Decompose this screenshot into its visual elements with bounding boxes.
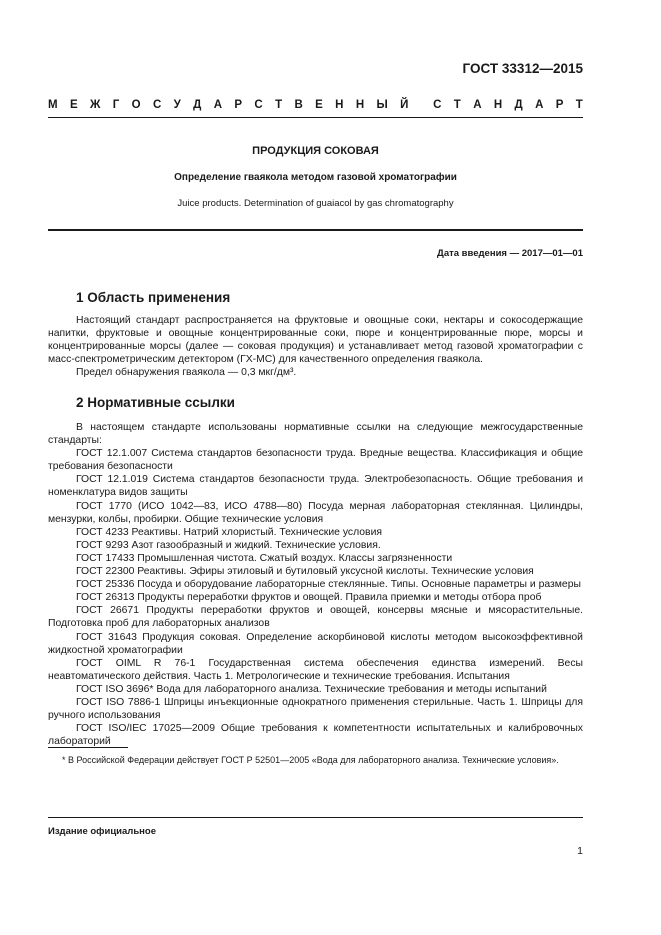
interstate-standard-banner — [48, 99, 583, 111]
section-1-paragraph: Настоящий стандарт распространяется на фруктовые и овощные соки, нектары и сокосодержащие напитки, фруктовые и овощные концентрированные соки, пюре и концентрированные пюре, морсы и концентрированные морсы (далее — соковая продукция) и устанавливает метод газовой хроматографии с масс-спектрометрическим детектором (ГХ-МС) для качественного определения гваякола. — [48, 315, 583, 366]
section-2-heading: 2 Нормативные ссылки — [76, 395, 235, 410]
banner-letter: Н — [493, 99, 503, 111]
banner-letter: Д — [193, 99, 202, 111]
banner-letter: В — [294, 99, 303, 111]
normative-reference: ГОСТ ISO/IEC 17025—2009 Общие требования к компетентности испытательных и калибровочных лабораторий — [48, 723, 583, 748]
footer-rule — [48, 817, 583, 818]
banner-letter: Н — [355, 99, 365, 111]
normative-reference: ГОСТ 12.1.019 Система стандартов безопасности труда. Электробезопасность. Общие требования и номенклатура видов защиты — [48, 474, 583, 499]
section-2-intro: В настоящем стандарте использованы нормативные ссылки на следующие межгосударственные стандарты: — [48, 422, 583, 447]
banner-letter: Р — [234, 99, 243, 111]
document-title-english: Juice products. Determination of guaiacol by gas chromatography — [177, 198, 454, 209]
banner-letter: Ж — [89, 99, 101, 111]
banner-letter: А — [535, 99, 544, 111]
banner-letter: А — [473, 99, 482, 111]
normative-reference: ГОСТ OIML R 76-1 Государственная система обеспечения единства измерений. Весы неавтоматического действия. Часть 1. Метрологические и технические требования. Испытания — [48, 657, 583, 682]
title-rule — [48, 229, 583, 231]
normative-reference: ГОСТ ISO 7886-1 Шприцы инъекционные однократного применения стерильные. Часть 1. Шприцы для ручного использования — [48, 696, 583, 722]
section-1-heading: 1 Область применения — [76, 290, 231, 305]
banner-letter: С — [254, 99, 263, 111]
banner-letter: Д — [514, 99, 523, 111]
section-1-body — [48, 314, 583, 379]
footnote-rule — [48, 747, 128, 748]
banner-letter: Г — [112, 99, 120, 111]
document-title: ПРОДУКЦИЯ СОКОВАЯ — [252, 145, 379, 157]
footnote-text: * В Российской Федерации действует ГОСТ Р 52501—2005 «Вода для лабораторного анализа. Технические условия». — [62, 755, 559, 765]
banner-letter: Н — [335, 99, 344, 111]
document-subtitle: Определение гваякола методом газовой хроматографии — [174, 172, 457, 183]
banner-letter: Ы — [376, 99, 388, 111]
normative-reference: ГОСТ 12.1.007 Система стандартов безопасности труда. Вредные вещества. Классификация и общие требования безопасности — [48, 448, 583, 473]
banner-letter: Р — [555, 99, 564, 111]
normative-reference: ГОСТ 1770 (ИСО 1042—83, ИСО 4788—80) Посуда мерная лабораторная стеклянная. Цилиндры, мензурки, колбы, пробирки. Общие технические условия — [48, 500, 583, 525]
normative-reference: ГОСТ ISO 3696* Вода для лабораторного анализа. Технические требования и методы испытаний — [76, 683, 547, 695]
banner-letter: С — [152, 99, 162, 111]
banner-letter: О — [131, 99, 141, 111]
footnote — [48, 754, 583, 767]
normative-reference: ГОСТ 17433 Промышленная чистота. Сжатый воздух. Классы загрязненности — [76, 552, 453, 564]
banner-letter: С — [433, 99, 442, 111]
banner-letter: У — [173, 99, 181, 111]
normative-reference: ГОСТ 22300 Реактивы. Эфиры этиловый и бутиловый уксусной кислоты. Технические условия — [76, 566, 534, 578]
normative-reference: ГОСТ 26671 Продукты переработки фруктов и овощей, консервы мясные и мясорастительные. Подготовка проб для лабораторных анализов — [48, 605, 583, 630]
normative-reference: ГОСТ 25336 Посуда и оборудование лабораторные стеклянные. Типы. Основные параметры и размеры — [76, 579, 581, 591]
introduction-date: Дата введения — 2017—01—01 — [437, 248, 583, 259]
header-rule — [48, 117, 583, 118]
banner-letter: Т — [575, 99, 583, 111]
page-number: 1 — [577, 845, 583, 857]
standard-number: ГОСТ 33312—2015 — [462, 61, 583, 76]
section-1-paragraph: Предел обнаружения гваякола — 0,3 мкг/дм³. — [76, 367, 297, 379]
normative-reference: ГОСТ 4233 Реактивы. Натрий хлористый. Технические условия — [76, 526, 382, 538]
normative-reference: ГОСТ 31643 Продукция соковая. Определение аскорбиновой кислоты методом высокоэффективной жидкостной хроматографии — [48, 631, 583, 656]
banner-letter: Й — [400, 99, 409, 111]
banner-letter: А — [213, 99, 223, 111]
section-2-body — [48, 421, 583, 748]
normative-reference: ГОСТ 26313 Продукты переработки фруктов и овощей. Правила приемки и методы отбора проб — [76, 592, 542, 604]
banner-letter: Е — [315, 99, 323, 111]
banner-letter: М — [48, 99, 58, 111]
banner-letter: Т — [275, 99, 283, 111]
banner-letter: Т — [453, 99, 461, 111]
banner-letter: Е — [69, 99, 78, 111]
official-edition: Издание официальное — [48, 826, 156, 837]
normative-reference: ГОСТ 9293 Азот газообразный и жидкий. Технические условия. — [76, 539, 381, 551]
